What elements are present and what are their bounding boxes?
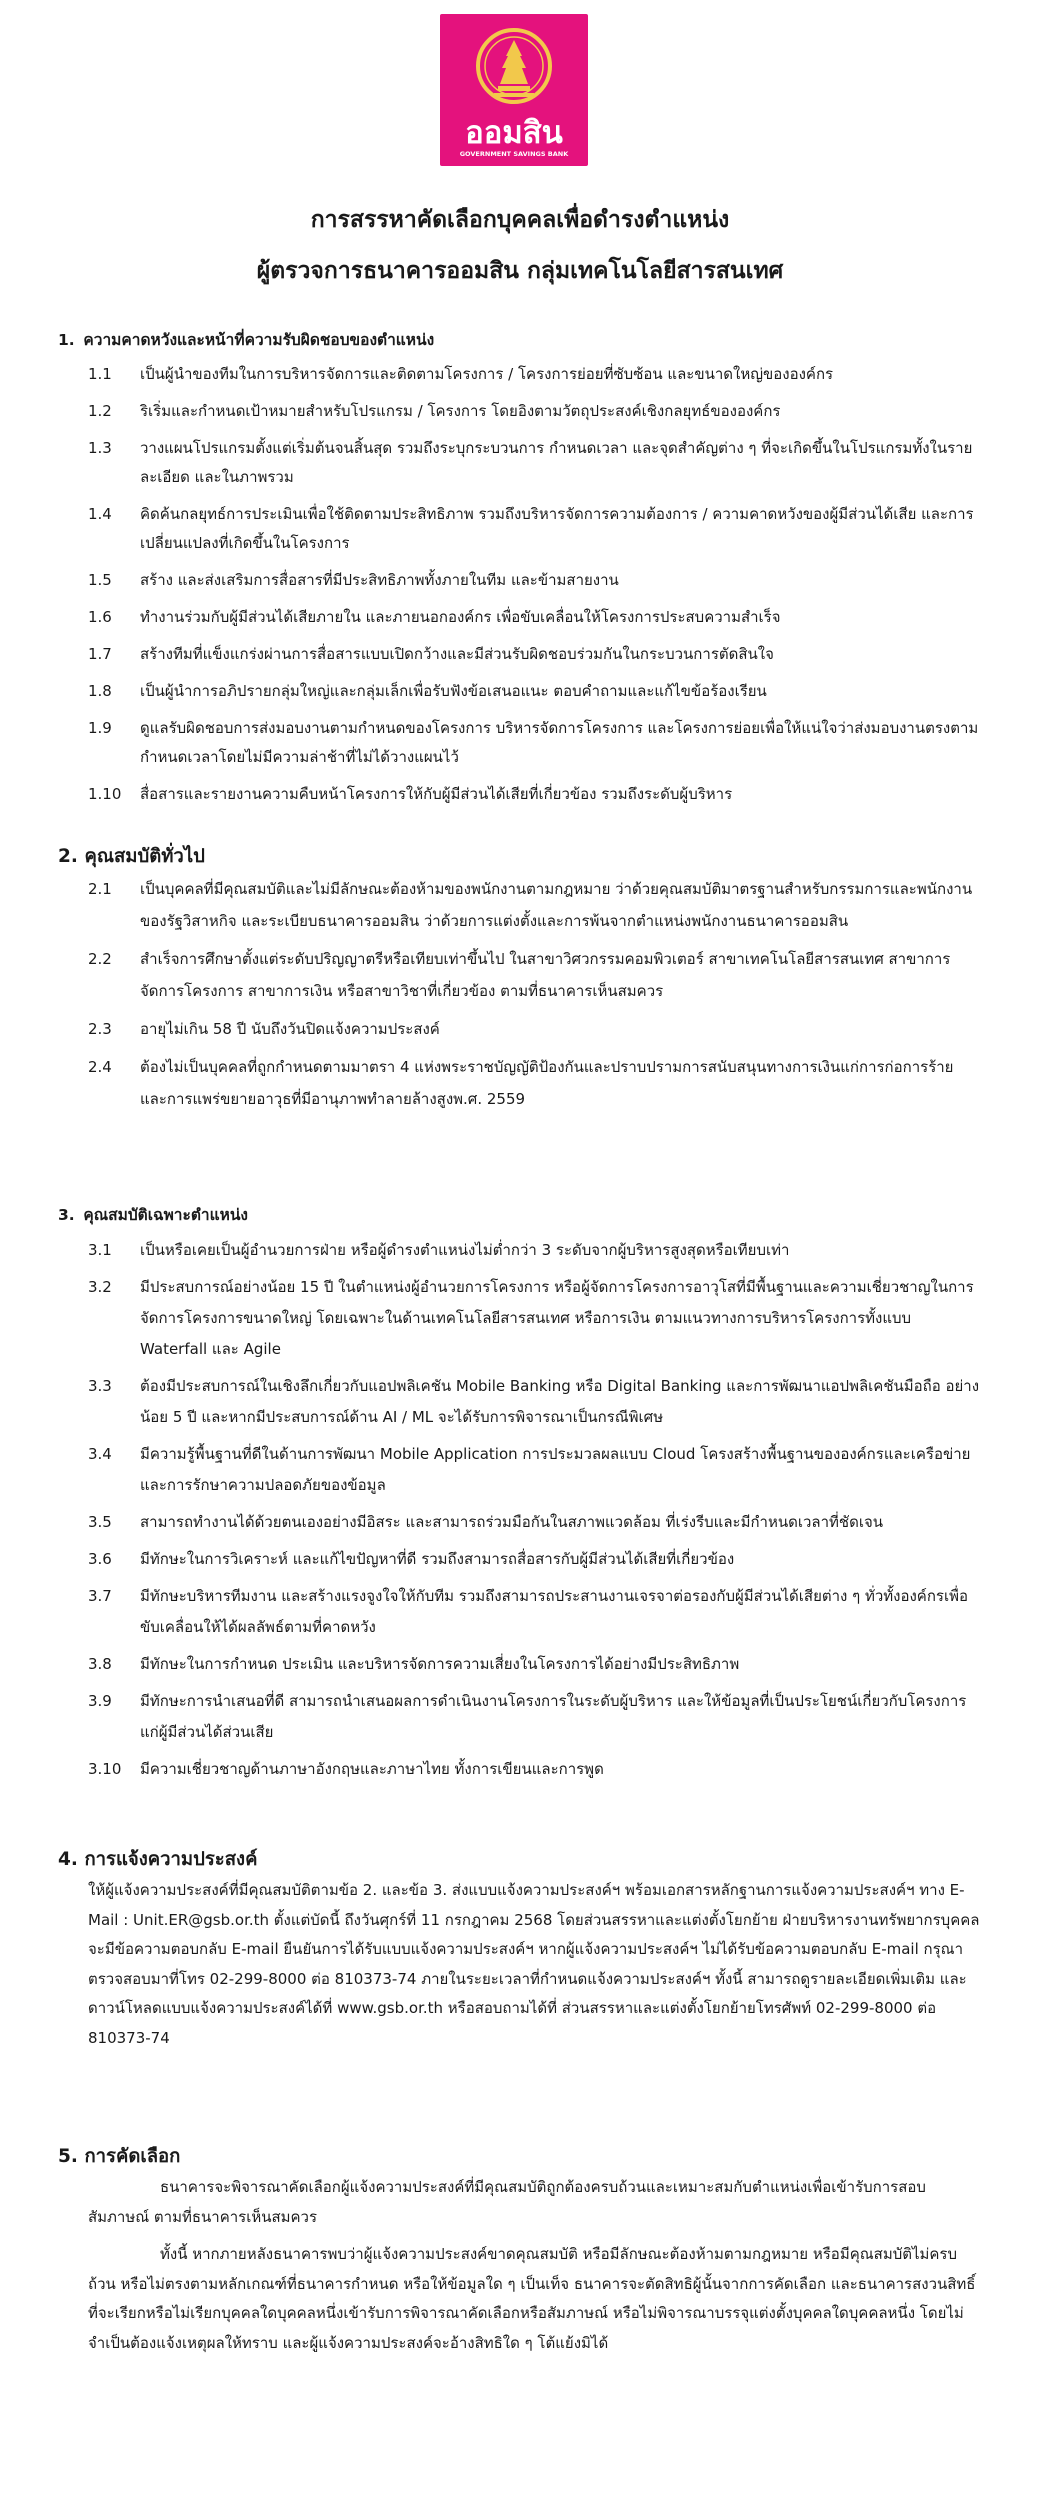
item-number: 3.3 (88, 1377, 112, 1395)
section-heading: 5. การคัดเลือก (58, 2146, 181, 2167)
list-item (58, 780, 980, 809)
item-text: มีทักษะในการกำหนด ประเมิน และบริหารจัดการความเสี่ยงในโครงการได้อย่างมีประสิทธิภาพ (140, 1655, 740, 1673)
list-item (58, 500, 980, 558)
item-number: 2.4 (88, 1058, 112, 1076)
list-item (58, 1544, 980, 1575)
list-item (58, 1649, 980, 1680)
item-text: มีทักษะในการวิเคราะห์ และแก้ไขปัญหาที่ดี รวมถึงสามารถสื่อสารกับผู้มีส่วนได้เสียที่เกี่ยวข้อง (140, 1550, 735, 1568)
brand-tagline: GOVERNMENT SAVINGS BANK (459, 150, 569, 158)
selection-paragraph-1: ธนาคารจะพิจารณาคัดเลือกผู้แจ้งความประสงค์ที่มีคุณสมบัติถูกต้องครบถ้วนและเหมาะสมกับตำแหน่งเพื่อเข้ารับการสอบสัมภาษณ์ ตามที่ธนาคารเห็นสมควร (88, 2178, 926, 2226)
item-text: คิดค้นกลยุทธ์การประเมินเพื่อใช้ติดตามประสิทธิภาพ รวมถึงบริหารจัดการความต้องการ / ความคาดหวังของผู้มีส่วนได้เสีย และการเปลี่ยนแปลงที่เกิดขึ้นในโครงการ (140, 505, 974, 552)
section-general-qualifications (58, 845, 980, 1121)
item-text: มีทักษะการนำเสนอที่ดี สามารถนำเสนอผลการดำเนินงานโครงการในระดับผู้บริหาร และให้ข้อมูลที่เป็นประโยชน์เกี่ยวกับโครงการแก่ผู้มีส่วนได้ส่วนเสีย (140, 1692, 967, 1741)
section-heading: 3. คุณสมบัติเฉพาะตำแหน่ง (58, 1206, 248, 1224)
item-text: เป็นผู้นำของทีมในการบริหารจัดการและติดตามโครงการ / โครงการย่อยที่ซับซ้อน และขนาดใหญ่ขององค์กร (140, 365, 834, 383)
item-number: 1.9 (88, 719, 112, 737)
item-number: 1.4 (88, 505, 112, 523)
list-item (58, 1507, 980, 1538)
item-number: 1.7 (88, 645, 112, 663)
list-item (58, 1272, 980, 1365)
list-item (58, 1013, 980, 1045)
list-item (58, 397, 980, 426)
selection-paragraph-2: ทั้งนี้ หากภายหลังธนาคารพบว่าผู้แจ้งความประสงค์ขาดคุณสมบัติ หรือมีลักษณะต้องห้ามตามกฎหมาย หรือมีคุณสมบัติไม่ครบถ้วน หรือไม่ตรงตามหลักเกณฑ์ที่ธนาคารกำหนด หรือให้ข้อมูลใด ๆ เป็นเท็จ ธนาคารจะตัดสิทธิผู้นั้นจากการคัดเลือก และธนาคารสงวนสิทธิ์ที่จะเรียกหรือไม่เรียกบุคคลใดบุคคลหนึ่งเข้ารับการพิจารณาคัดเลือกหรือสัมภาษณ์ หรือไม่พิจารณาบรรจุแต่งตั้งบุคคลใดบุคคลหนึ่ง โดยไม่จำเป็นต้องแจ้งเหตุผลให้ทราบ และผู้แจ้งความประสงค์จะอ้างสิทธิใด ๆ โต้แย้งมิได้ (88, 2245, 976, 2352)
list-item (58, 873, 980, 937)
item-number: 1.3 (88, 439, 112, 457)
item-text: วางแผนโปรแกรมตั้งแต่เริ่มต้นจนสิ้นสุด รวมถึงระบุกระบวนการ กำหนดเวลา และจุดสำคัญต่าง ๆ ที่จะเกิดขึ้นในโปรแกรมทั้งในรายละเอียด และในภาพรวม (140, 439, 973, 486)
item-text: ทำงานร่วมกับผู้มีส่วนได้เสียภายใน และภายนอกองค์กร เพื่อขับเคลื่อนให้โครงการประสบความสำเร็จ (140, 608, 781, 626)
list-item (58, 1686, 980, 1748)
item-number: 1.10 (88, 785, 122, 803)
list-item (58, 1371, 980, 1433)
item-number: 2.2 (88, 950, 112, 968)
gsb-emblem-icon (476, 26, 552, 112)
section-specific-qualifications (58, 1203, 980, 1791)
list-item (58, 640, 980, 669)
item-text: อายุไม่เกิน 58 ปี นับถึงวันปิดแจ้งความประสงค์ (140, 1020, 440, 1038)
item-text: สื่อสารและรายงานความคืบหน้าโครงการให้กับผู้มีส่วนได้เสียที่เกี่ยวข้อง รวมถึงระดับผู้บริหาร (140, 785, 733, 803)
list-item (58, 1439, 980, 1501)
item-text: เป็นบุคคลที่มีคุณสมบัติและไม่มีลักษณะต้องห้ามของพนักงานตามกฎหมาย ว่าด้วยคุณสมบัติมาตรฐานสำหรับกรรมการและพนักงานของรัฐวิสาหกิจ และระเบียบธนาคารออมสิน ว่าด้วยการแต่งตั้งและการพ้นจากตำแหน่งพนักงานธนาคารออมสิน (140, 880, 973, 930)
application-instructions: ให้ผู้แจ้งความประสงค์ที่มีคุณสมบัติตามข้อ 2. และข้อ 3. ส่งแบบแจ้งความประสงค์ฯ พร้อมเอกสารหลักฐานการแจ้งความประสงค์ฯ ทาง E-Mail : Unit.ER@gsb.or.th ตั้งแต่บัดนี้ ถึงวันศุกร์ที่ 11 กรกฎาคม 2568 โดยส่วนสรรหาและแต่งตั้งโยกย้าย ฝ่ายบริหารงานทรัพยากรบุคคล จะมีข้อความตอบกลับ E-mail ยืนยันการได้รับแบบแจ้งความประสงค์ฯ หากผู้แจ้งความประสงค์ฯ ไม่ได้รับข้อความตอบกลับ E-mail กรุณาตรวจสอบมาที่โทร 02-299-8000 ต่อ 810373-74 ภายในระยะเวลาที่กำหนดแจ้งความประสงค์ฯ ทั้งนี้ สามารถดูรายละเอียดเพิ่มเติม และดาวน์โหลดแบบแจ้งความประสงค์ได้ที่ www.gsb.or.th หรือสอบถามได้ที่ ส่วนสรรหาและแต่งตั้งโยกย้ายโทรศัพท์ 02-299-8000 ต่อ 810373-74 (88, 1881, 980, 2047)
item-text: ต้องมีประสบการณ์ในเชิงลึกเกี่ยวกับแอปพลิเคชัน Mobile Banking หรือ Digital Banking และการพัฒนาแอปพลิเคชันมือถือ อย่างน้อย 5 ปี และหากมีประสบการณ์ด้าน AI / ML จะได้รับการพิจารณาเป็นกรณีพิเศษ (140, 1377, 980, 1426)
item-text: สร้างทีมที่แข็งแกร่งผ่านการสื่อสารแบบเปิดกว้างและมีส่วนรับผิดชอบร่วมกันในกระบวนการตัดสินใจ (140, 645, 774, 663)
item-number: 1.2 (88, 402, 112, 420)
list-item (58, 566, 980, 595)
item-number: 1.1 (88, 365, 112, 383)
section-application (58, 1848, 980, 2053)
item-text: สามารถทำงานได้ด้วยตนเองอย่างมีอิสระ และสามารถร่วมมือกันในสภาพแวดล้อม ที่เร่งรีบและมีกำหนดเวลาที่ชัดเจน (140, 1513, 883, 1531)
section-heading: 2. คุณสมบัติทั่วไป (58, 846, 205, 867)
item-number: 3.5 (88, 1513, 112, 1531)
item-text: มีทักษะบริหารทีมงาน และสร้างแรงจูงใจให้กับทีม รวมถึงสามารถประสานงานเจรจาต่อรองกับผู้มีส่วนได้เสียต่าง ๆ ทั่วทั้งองค์กรเพื่อขับเคลื่อนให้ได้ผลลัพธ์ตามที่คาดหวัง (140, 1587, 968, 1636)
list-item (58, 603, 980, 632)
list-item (58, 1051, 980, 1115)
item-number: 3.10 (88, 1760, 122, 1778)
section-heading: 1. ความคาดหวังและหน้าที่ความรับผิดชอบของตำแหน่ง (58, 331, 435, 349)
section-heading: 4. การแจ้งความประสงค์ (58, 1849, 258, 1870)
item-text: ริเริ่มและกำหนดเป้าหมายสำหรับโปรแกรม / โครงการ โดยอิงตามวัตถุประสงค์เชิงกลยุทธ์ขององค์กร (140, 402, 781, 420)
item-number: 1.5 (88, 571, 112, 589)
item-number: 3.9 (88, 1692, 112, 1710)
item-text: มีความเชี่ยวชาญด้านภาษาอังกฤษและภาษาไทย ทั้งการเขียนและการพูด (140, 1760, 604, 1778)
page-subtitle: ผู้ตรวจการธนาคารออมสิน กลุ่มเทคโนโลยีสารสนเทศ (256, 258, 784, 284)
item-number: 3.1 (88, 1241, 112, 1259)
list-item (58, 1754, 980, 1785)
list-item (58, 677, 980, 706)
gsb-logo (440, 14, 588, 166)
item-text: มีความรู้พื้นฐานที่ดีในด้านการพัฒนา Mobile Application การประมวลผลแบบ Cloud โครงสร้างพื้นฐานขององค์กรและเครือข่าย และการรักษาความปลอดภัยของข้อมูล (140, 1445, 971, 1494)
item-text: เป็นผู้นำการอภิปรายกลุ่มใหญ่และกลุ่มเล็กเพื่อรับฟังข้อเสนอแนะ ตอบคำถามและแก้ไขข้อร้องเรียน (140, 682, 767, 700)
list-item (58, 360, 980, 389)
item-number: 2.1 (88, 880, 112, 898)
list-item (58, 1235, 980, 1266)
item-number: 1.6 (88, 608, 112, 626)
item-text: มีประสบการณ์อย่างน้อย 15 ปี ในตำแหน่งผู้อำนวยการโครงการ หรือผู้จัดการโครงการอาวุโสที่มีพื้นฐานและความเชี่ยวชาญในการจัดการโครงการขนาดใหญ่ โดยเฉพาะในด้านเทคโนโลยีสารสนเทศ หรือการเงิน ตามแนวทางการบริหารโครงการทั้งแบบ Waterfall และ Agile (140, 1278, 974, 1358)
list-item (58, 714, 980, 772)
item-text: ต้องไม่เป็นบุคคลที่ถูกกำหนดตามมาตรา 4 แห่งพระราชบัญญัติป้องกันและปราบปรามการสนับสนุนทางการเงินแก่การก่อการร้ายและการแพร่ขยายอาวุธที่มีอานุภาพทำลายล้างสูงพ.ศ. 2559 (140, 1058, 954, 1108)
item-number: 3.6 (88, 1550, 112, 1568)
item-number: 3.7 (88, 1587, 112, 1605)
list-item (58, 434, 980, 492)
item-number: 3.4 (88, 1445, 112, 1463)
item-text: เป็นหรือเคยเป็นผู้อำนวยการฝ่าย หรือผู้ดำรงตำแหน่งไม่ต่ำกว่า 3 ระดับจากผู้บริหารสูงสุดหรือเทียบเท่า (140, 1241, 790, 1259)
section-responsibilities (58, 328, 980, 817)
item-text: สร้าง และส่งเสริมการสื่อสารที่มีประสิทธิภาพทั้งภายในทีม และข้ามสายงาน (140, 571, 619, 589)
brand-name: ออมสิน (465, 115, 563, 151)
item-number: 3.2 (88, 1278, 112, 1296)
page-title: การสรรหาคัดเลือกบุคคลเพื่อดำรงตำแหน่ง (310, 207, 730, 233)
item-text: สำเร็จการศึกษาตั้งแต่ระดับปริญญาตรีหรือเทียบเท่าขึ้นไป ในสาขาวิศวกรรมคอมพิวเตอร์ สาขาเทคโนโลยีสารสนเทศ สาขาการจัดการโครงการ สาขาการเงิน หรือสาขาวิชาที่เกี่ยวข้อง ตามที่ธนาคารเห็นสมควร (140, 950, 951, 1000)
list-item (58, 1581, 980, 1643)
item-text: ดูแลรับผิดชอบการส่งมอบงานตามกำหนดของโครงการ บริหารจัดการโครงการ และโครงการย่อยเพื่อให้แน่ใจว่าส่งมอบงานตรงตามกำหนดเวลาโดยไม่มีความล่าช้าที่ไม่ได้วางแผนไว้ (140, 719, 979, 766)
item-number: 2.3 (88, 1020, 112, 1038)
list-item (58, 943, 980, 1007)
item-number: 3.8 (88, 1655, 112, 1673)
item-number: 1.8 (88, 682, 112, 700)
section-selection (58, 2145, 980, 2366)
